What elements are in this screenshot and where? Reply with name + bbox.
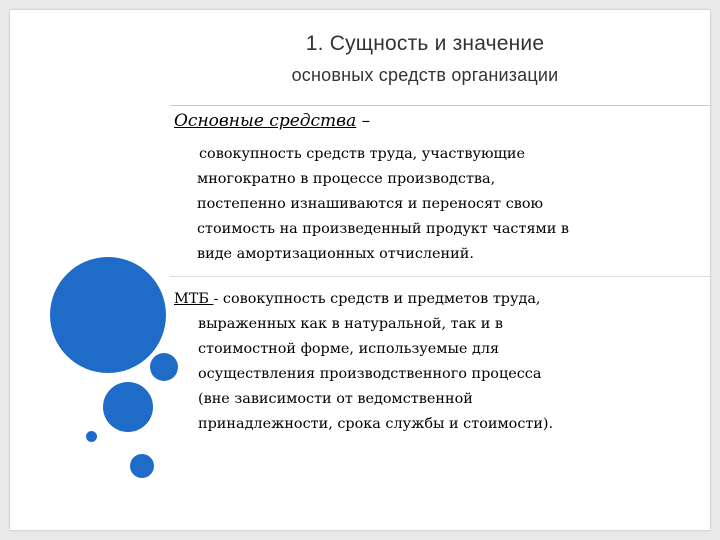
section-divider <box>170 276 710 277</box>
mtb-line: (вне зависимости от ведомственной <box>198 391 473 407</box>
mtb-definition <box>174 287 704 437</box>
definition-line: постепенно изнашиваются и переносят свою <box>197 196 544 212</box>
large-circle-decoration <box>50 257 166 373</box>
title-line-1: 1. Сущность и значение <box>305 32 545 55</box>
small-circle-bottom-decoration <box>130 454 154 478</box>
tiny-circle-decoration <box>86 431 97 442</box>
title-divider <box>170 105 710 106</box>
mtb-line: выраженных как в натуральной, так и в <box>198 316 503 332</box>
mtb-line: стоимостной форме, используемые для <box>198 341 500 357</box>
mtb-term: МТБ <box>174 291 214 307</box>
mtb-line: осуществления производственного процесса <box>198 366 542 382</box>
medium-circle-decoration <box>103 382 153 432</box>
definition-heading <box>174 111 370 131</box>
title-line-2: основных средств организации <box>291 65 559 85</box>
definition-line: многократно в процессе производства, <box>197 171 496 187</box>
definition-line: совокупность средств труда, участвующие <box>199 146 525 162</box>
mtb-first-line <box>174 287 704 312</box>
mtb-line: принадлежности, срока службы и стоимости). <box>198 416 554 432</box>
definition-line: стоимость на произведенный продукт частями в <box>197 221 569 237</box>
mtb-first-text: - совокупность средств и предметов труда, <box>213 291 541 307</box>
definition-line: виде амортизационных отчислений. <box>197 246 474 262</box>
slide-title <box>175 32 675 86</box>
definition-term: Основные средства <box>174 111 357 131</box>
definition-text <box>197 142 697 267</box>
definition-dash: – <box>356 111 371 131</box>
